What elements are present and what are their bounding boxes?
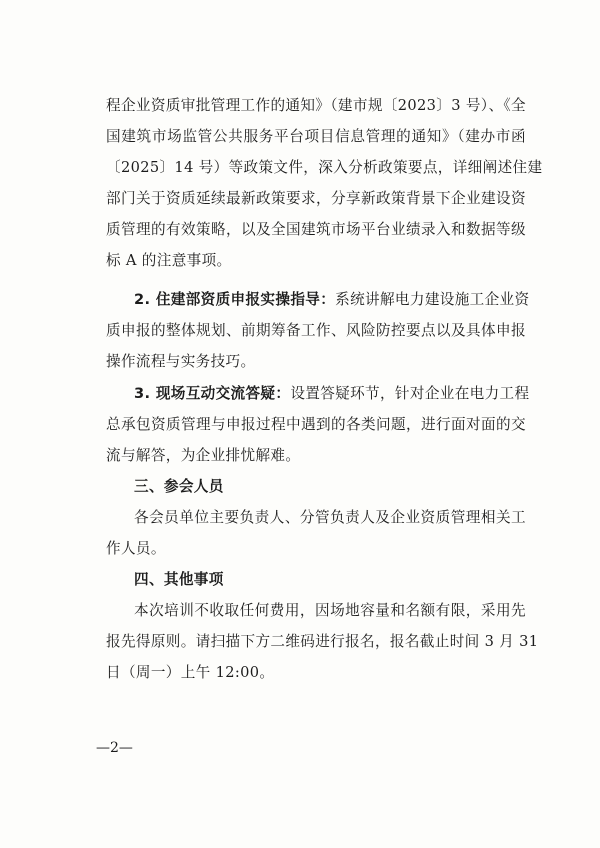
paragraph-line: 日（周一）上午 12:00。: [106, 664, 275, 681]
paragraph-line: 各会员单位主要负责人、分管负责人及企业资质管理相关工: [134, 509, 526, 526]
item-3-text: 设置答疑环节，针对企业在电力工程: [290, 385, 530, 402]
item-2-text: 系统讲解电力建设施工企业资: [335, 291, 530, 308]
paragraph-line: 作人员。: [106, 540, 166, 557]
paragraph-line: 操作流程与实务技巧。: [106, 353, 256, 370]
paragraph-line: 国建筑市场监管公共服务平台项目信息管理的通知》（建办市函: [106, 128, 526, 145]
paragraph-line: 程企业资质审批管理工作的通知》（建市规〔2023〕3 号）、《全: [106, 97, 526, 114]
paragraph-line: 质管理的有效策略，以及全国建筑市场平台业绩录入和数据等级: [106, 221, 526, 238]
paragraph-line: 质申报的整体规划、前期筹备工作、风险防控要点以及具体申报: [106, 322, 526, 339]
paragraph-line: 报先得原则。请扫描下方二维码进行报名，报名截止时间 3 月 31: [106, 633, 539, 650]
item-2-first-line: [134, 290, 530, 310]
paragraph-line: 标 A 的注意事项。: [106, 252, 232, 269]
item-3-first-line: [134, 384, 530, 404]
paragraph-line: 流与解答，为企业排忧解难。: [106, 447, 301, 464]
paragraph-line: 总承包资质管理与申报过程中遇到的各类问题，进行面对面的交: [106, 416, 526, 433]
item-2-title: 2. 住建部资质申报实操指导：: [134, 291, 336, 308]
paragraph-line: 部门关于资质延续最新政策要求，分享新政策背景下企业建设资: [106, 190, 526, 207]
paragraph-line: 〔2025〕14 号）等政策文件，深入分析政策要点，详细阐述住建: [106, 159, 543, 176]
page-number: —2—: [96, 740, 133, 756]
section-heading-attendees: 三、参会人员: [134, 478, 224, 495]
paragraph-line: 本次培训不收取任何费用，因场地容量和名额有限，采用先: [134, 602, 526, 619]
item-3-title: 3. 现场互动交流答疑：: [134, 385, 291, 402]
section-heading-other-matters: 四、其他事项: [134, 571, 224, 588]
